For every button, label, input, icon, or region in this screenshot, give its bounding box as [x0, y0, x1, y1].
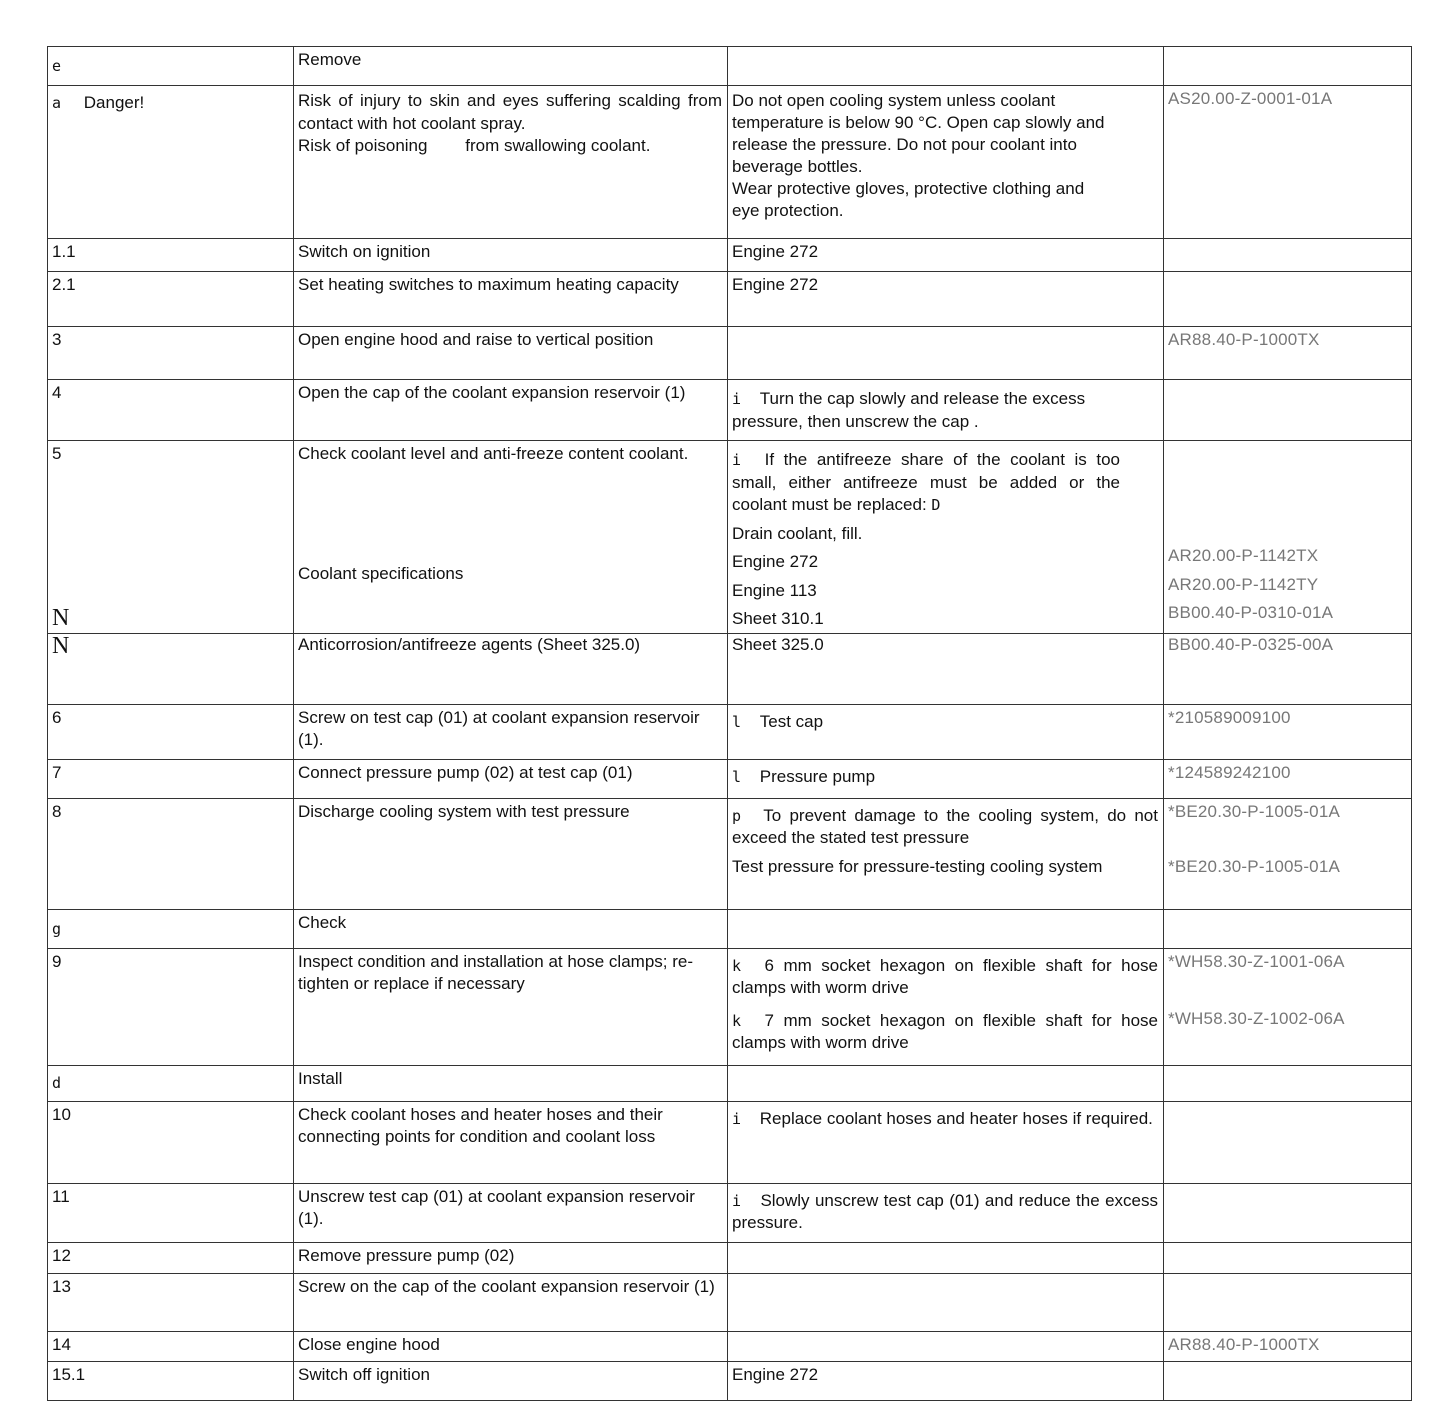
install-symbol: d — [52, 1073, 62, 1092]
table-row — [48, 239, 1412, 272]
danger-protection: Wear protective gloves, protective clothing and eye protection. — [732, 179, 1085, 220]
info-icon: i — [732, 1109, 742, 1128]
step-number: 12 — [48, 1242, 294, 1273]
caution-icon: p — [732, 806, 742, 825]
info-icon: i — [732, 1191, 742, 1210]
step-text: Inspect condition and installation at hose clamps; re-tighten or replace if necessary — [294, 948, 728, 1065]
step-number: 13 — [48, 1273, 294, 1331]
tool-icon: k — [732, 1011, 742, 1030]
tool-name: 7 mm socket hexagon on flexible shaft for hose clamps with worm drive — [732, 1010, 1158, 1052]
tool-name: 6 mm socket hexagon on flexible shaft for hose clamps with worm drive — [732, 955, 1158, 997]
table-row — [48, 272, 1412, 327]
step-text: Check coolant hoses and heater hoses and their connecting points for condition and coolant loss — [294, 1101, 728, 1183]
doc-reference: BB00.40-P-0325-00A — [1168, 634, 1334, 654]
table-row — [48, 1101, 1412, 1183]
table-row — [48, 1065, 1412, 1101]
note-n-icon: N — [52, 604, 70, 631]
doc-reference: *BE20.30-P-1005-01A — [1168, 801, 1341, 821]
step-note: Engine 272 — [728, 272, 1164, 327]
step-text: Open the cap of the coolant expansion reservoir (1) — [294, 380, 728, 441]
doc-reference: AR20.00-P-1142TX — [1168, 546, 1319, 565]
coolant-spec-sheet: Sheet 310.1 — [732, 609, 824, 628]
step-note: Replace coolant hoses and heater hoses if required. — [759, 1108, 1153, 1128]
anticorrosion-sheet: Sheet 325.0 — [728, 633, 1164, 704]
step-number: 2.1 — [48, 272, 294, 327]
step-text: Remove pressure pump (02) — [294, 1242, 728, 1273]
table-row — [48, 86, 1412, 239]
caution-note: To prevent damage to the cooling system, do not exceed the stated test pressure — [732, 805, 1158, 847]
table-row — [48, 1242, 1412, 1273]
doc-reference: BB00.40-P-0310-01A — [1168, 603, 1334, 622]
step-note: Turn the cap slowly and release the excess pressure, then unscrew the cap . — [732, 389, 1086, 431]
table-row — [48, 948, 1412, 1065]
step-number: 9 — [48, 948, 294, 1065]
procedure-table — [47, 46, 1412, 1401]
step-text: Remove — [294, 47, 728, 86]
table-row — [48, 1183, 1412, 1242]
tool-name: Test cap — [759, 711, 824, 731]
step-note: Slowly unscrew test cap (01) and reduce the excess pressure. — [732, 1190, 1158, 1232]
step-text: Screw on the cap of the coolant expansion reservoir (1) — [294, 1273, 728, 1331]
tool-number: *WH58.30-Z-1002-06A — [1168, 1009, 1345, 1028]
table-row — [48, 704, 1412, 759]
step-number: 1.1 — [48, 239, 294, 272]
doc-reference: AR88.40-P-1000TX — [1168, 1334, 1320, 1354]
danger-symbol: a — [52, 94, 62, 112]
step-number: 15.1 — [48, 1361, 294, 1400]
tool-number: *124589242100 — [1168, 762, 1291, 782]
step-number: 8 — [48, 798, 294, 909]
table-row — [48, 1331, 1412, 1361]
table-row — [48, 1273, 1412, 1331]
step-text: Connect pressure pump (02) at test cap (01) — [294, 759, 728, 798]
table-row — [48, 1361, 1412, 1400]
info-icon: i — [732, 390, 742, 408]
step-number: 11 — [48, 1183, 294, 1242]
engine-label: Engine 272 — [732, 552, 819, 571]
table-row — [48, 909, 1412, 948]
step-number: 7 — [48, 759, 294, 798]
step-text: Check — [294, 909, 728, 948]
danger-risk-poisoning: Risk of poisoning from swallowing coolant. — [298, 136, 651, 155]
tool-icon: k — [732, 956, 742, 975]
note-n-icon: N — [52, 632, 70, 659]
d-symbol: D — [931, 496, 941, 514]
tool-icon: l — [732, 767, 742, 786]
tool-number: *210589009100 — [1168, 707, 1291, 727]
step-text: Discharge cooling system with test pressure — [294, 798, 728, 909]
step-text: Screw on test cap (01) at coolant expansion reservoir (1). — [294, 704, 728, 759]
step-text: Close engine hood — [294, 1331, 728, 1361]
doc-reference: AS20.00-Z-0001-01A — [1168, 89, 1333, 108]
step-text: Switch off ignition — [294, 1361, 728, 1400]
step-note: Engine 272 — [728, 1361, 1164, 1400]
step-number: 5 — [52, 444, 62, 463]
doc-reference: AR88.40-P-1000TX — [1168, 330, 1320, 349]
step-text: Set heating switches to maximum heating capacity — [294, 272, 728, 327]
doc-reference: AR20.00-P-1142TY — [1168, 574, 1319, 594]
table-row — [48, 798, 1412, 909]
step-number: 10 — [48, 1101, 294, 1183]
danger-risk-injury: Risk of injury to skin and eyes suffering scalding from contact with hot coolant spray. — [298, 91, 722, 133]
test-pressure-note: Test pressure for pressure-testing cooling system — [732, 856, 1103, 876]
danger-label: Danger! — [83, 93, 145, 112]
tool-number: *WH58.30-Z-1001-06A — [1168, 951, 1345, 971]
drain-fill-note: Drain coolant, fill. — [732, 523, 863, 543]
step-number: 4 — [48, 380, 294, 441]
table-row — [48, 759, 1412, 798]
anticorrosion-label: Anticorrosion/antifreeze agents (Sheet 325.0) — [294, 633, 728, 704]
step-number: 14 — [48, 1331, 294, 1361]
danger-instructions: Do not open cooling system unless coolant temperature is below 90 °C. Open cap slowly and release the pressure. Do not pour coolant into beverage bottles. — [732, 91, 1105, 176]
coolant-spec-label: Coolant specifications — [298, 563, 464, 583]
step-number: 6 — [48, 704, 294, 759]
step-number: 3 — [48, 327, 294, 380]
tool-icon: l — [732, 712, 742, 731]
remove-symbol: e — [52, 57, 62, 75]
engine-label: Engine 113 — [732, 580, 817, 600]
antifreeze-note: If the antifreeze share of the coolant is too small, either antifreeze must be added or the coolant must be replaced: — [732, 450, 1120, 514]
info-icon: i — [732, 451, 742, 469]
step-text: Check coolant level and anti-freeze content coolant. — [298, 444, 689, 463]
table-row — [48, 441, 1412, 634]
table-row — [48, 327, 1412, 380]
table-row — [48, 633, 1412, 704]
doc-reference: *BE20.30-P-1005-01A — [1168, 857, 1341, 876]
table-row — [48, 380, 1412, 441]
step-text: Install — [294, 1065, 728, 1101]
table-row — [48, 47, 1412, 86]
step-text: Switch on ignition — [294, 239, 728, 272]
step-text: Open engine hood and raise to vertical position — [294, 327, 728, 380]
step-note: Engine 272 — [728, 239, 1164, 272]
tool-name: Pressure pump — [759, 766, 876, 786]
step-text: Unscrew test cap (01) at coolant expansion reservoir (1). — [294, 1183, 728, 1242]
check-symbol: g — [52, 919, 62, 938]
